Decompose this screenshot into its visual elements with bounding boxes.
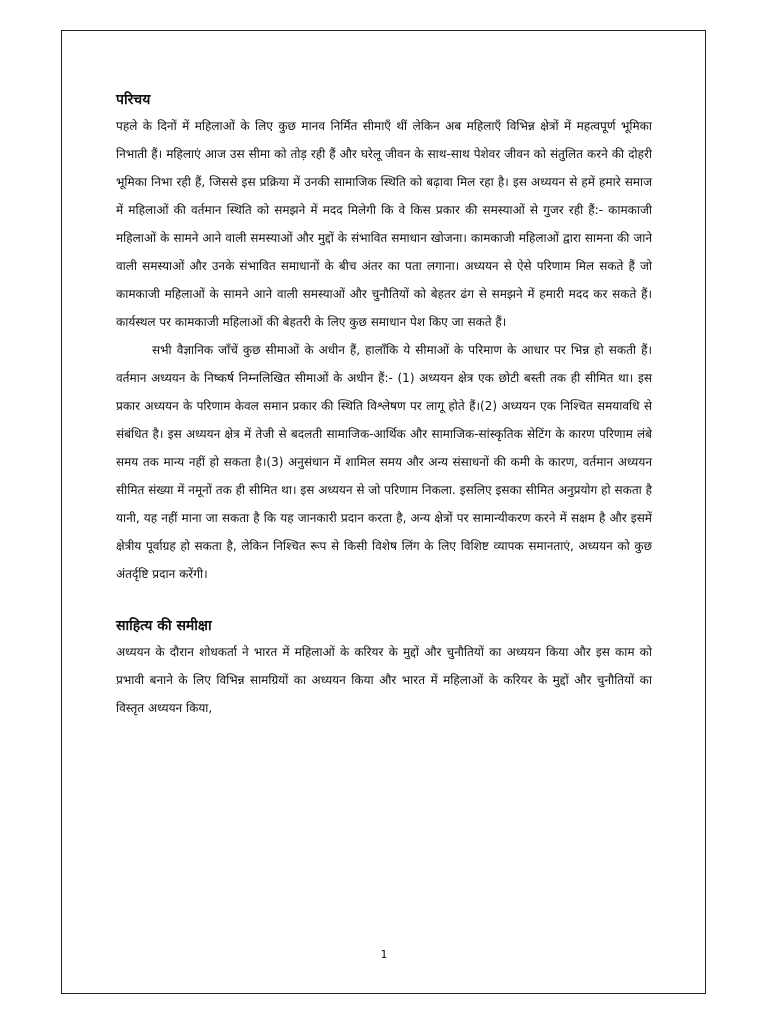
paragraph-literature-review: अध्ययन के दौरान शोधकर्ता ने भारत में महिलाओं के करियर के मुद्दों और चुनौतियों का अध्ययन किया और इस काम को प्रभावी बनाने के लिए विभिन्न सामग्रियों का अध्ययन किया और भारत में महिलाओं के करियर के मुद्दों और चुनौतियों का विस्तृत अध्ययन किया, bbox=[116, 645, 652, 715]
document-body bbox=[116, 88, 652, 722]
page-number: 1 bbox=[380, 948, 388, 961]
section-heading-introduction: परिचय bbox=[116, 92, 151, 108]
paragraph-introduction: पहले के दिनों में महिलाओं के लिए कुछ मानव निर्मित सीमाएँ थीं लेकिन अब महिलाएँ विभिन्न क्षेत्रों में महत्वपूर्ण भूमिका निभाती हैं। महिलाएं आज उस सीमा को तोड़ रही हैं और घरेलू जीवन के साथ-साथ पेशेवर जीवन को संतुलित करने की दोहरी भूमिका निभा रही हैं, जिससे इस प्रक्रिया में उनकी सामाजिक स्थिति को बढ़ावा मिल रहा है। इस अध्ययन से हमें हमारे समाज में महिलाओं की वर्तमान स्थिति को समझने में मदद मिलेगी कि वे किस प्रकार की समस्याओं से गुजर रही हैं:- कामकाजी महिलाओं के सामने आने वाली समस्याओं और मुद्दों के संभावित समाधान खोजना। कामकाजी महिलाओं द्वारा सामना की जाने वाली समस्याओं और उनके संभावित समाधानों के बीच अंतर का पता लगाना। अध्ययन से ऐसे परिणाम मिल सकते हैं जो कामकाजी महिलाओं के सामने आने वाली समस्याओं और चुनौतियों को बेहतर ढंग से समझने में हमारी मदद कर सकते हैं। कार्यस्थल पर कामकाजी महिलाओं की बेहतरी के लिए कुछ समाधान पेश किए जा सकते हैं। bbox=[116, 119, 652, 329]
paragraph-limitations: सभी वैज्ञानिक जाँचें कुछ सीमाओं के अधीन हैं, हालाँकि ये सीमाओं के परिमाण के आधार पर भिन्न हो सकती हैं। वर्तमान अध्ययन के निष्कर्ष निम्नलिखित सीमाओं के अधीन हैं:- (1) अध्ययन क्षेत्र एक छोटी बस्ती तक ही सीमित था। इस प्रकार अध्ययन के परिणाम केवल समान प्रकार की स्थिति विश्लेषण पर लागू होते हैं।(2) अध्ययन एक निश्चित समयावधि से संबंधित है। इस अध्ययन क्षेत्र में तेजी से बदलती सामाजिक-आर्थिक और सामाजिक-सांस्कृतिक सेटिंग के कारण परिणाम लंबे समय तक मान्य नहीं हो सकता है।(3) अनुसंधान में शामिल समय और अन्य संसाधनों की कमी के कारण, वर्तमान अध्ययन सीमित संख्या में नमूनों तक ही सीमित था। इस अध्ययन से जो परिणाम निकला. इसलिए इसका सीमित अनुप्रयोग हो सकता है यानी, यह नहीं माना जा सकता है कि यह जानकारी प्रदान करता है, अन्य क्षेत्रों पर सामान्यीकरण करने में सक्षम है और इसमें क्षेत्रीय पूर्वाग्रह हो सकता है, लेकिन निश्चित रूप से किसी विशेष लिंग के लिए विशिष्ट व्यापक समानताएं, अध्ययन को कुछ अंतर्दृष्टि प्रदान करेंगी। bbox=[116, 343, 652, 581]
section-heading-literature-review: साहित्य की समीक्षा bbox=[116, 618, 212, 634]
